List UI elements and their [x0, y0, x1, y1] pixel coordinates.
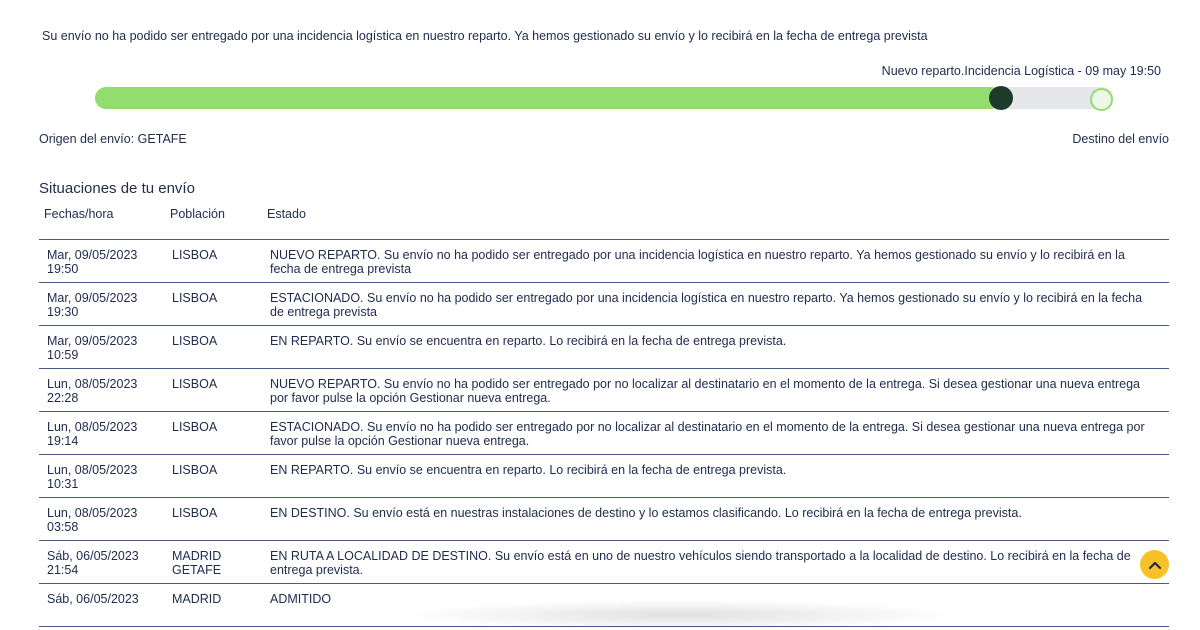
- row-date: Mar, 09/05/2023: [47, 248, 138, 262]
- current-step-dot: [989, 86, 1013, 110]
- row-time: 10:31: [47, 477, 79, 491]
- table-row: [39, 412, 1169, 455]
- row-time: 22:28: [47, 391, 79, 405]
- row-datetime: [47, 592, 167, 606]
- row-date: Mar, 09/05/2023: [47, 291, 138, 305]
- row-status: ESTACIONADO. Su envío no ha podido ser entregado por no localizar al destinatario en el momento de la entrega. Si desea gestionar una nueva entrega por favor pulse la opción Gestionar nueva entrega.: [270, 420, 1145, 448]
- table-row: [39, 455, 1169, 498]
- history-table: [39, 239, 1169, 627]
- current-status-label: Nuevo reparto.Incidencia Logística - 09 may 19:50: [881, 64, 1161, 78]
- row-place: [172, 592, 262, 606]
- row-time: 19:30: [47, 305, 79, 319]
- history-title: Situaciones de tu envío: [39, 180, 195, 197]
- row-date: Lun, 08/05/2023: [47, 463, 138, 477]
- chevron-up-icon: [1148, 560, 1162, 570]
- row-status: NUEVO REPARTO. Su envío no ha podido ser entregado por una incidencia logística en nuestro reparto. Ya hemos gestionado su envío y lo recibirá en la fecha de entrega prevista: [270, 248, 1125, 276]
- row-place: [172, 291, 262, 305]
- row-time: 21:54: [47, 563, 79, 577]
- row-datetime: [47, 549, 167, 577]
- row-place-line: LISBOA: [172, 506, 218, 520]
- shipment-message: Su envío no ha podido ser entregado por una incidencia logística en nuestro reparto. Ya hemos gestionado su envío y lo recibirá en la fecha de entrega prevista: [42, 29, 928, 43]
- row-status: EN DESTINO. Su envío está en nuestras instalaciones de destino y lo estamos clasificando. Lo recibirá en la fecha de entrega prevista.: [270, 506, 1022, 520]
- row-place-line: LISBOA: [172, 291, 218, 305]
- origin-label: Origen del envío: GETAFE: [39, 132, 187, 146]
- row-place: [172, 248, 262, 262]
- row-place: [172, 377, 262, 391]
- row-place: [172, 463, 262, 477]
- row-date: Sáb, 06/05/2023: [47, 592, 139, 606]
- row-date: Lun, 08/05/2023: [47, 506, 138, 520]
- row-place-line: GETAFE: [172, 563, 222, 577]
- row-datetime: [47, 420, 167, 448]
- row-datetime: [47, 291, 167, 319]
- table-row: [39, 541, 1169, 584]
- row-place: [172, 334, 262, 348]
- row-status: ADMITIDO: [270, 592, 332, 606]
- row-status: EN REPARTO. Su envío se encuentra en reparto. Lo recibirá en la fecha de entrega prevista.: [270, 334, 787, 348]
- table-row: [39, 283, 1169, 326]
- row-place-line: LISBOA: [172, 248, 218, 262]
- row-place-line: LISBOA: [172, 377, 218, 391]
- row-place-line: LISBOA: [172, 463, 218, 477]
- row-datetime: [47, 377, 167, 405]
- scroll-to-top-button[interactable]: [1140, 550, 1169, 579]
- column-header-status: Estado: [267, 207, 306, 221]
- destination-label: Destino del envío: [1072, 132, 1169, 146]
- bottom-shadow: [400, 600, 960, 630]
- row-status: NUEVO REPARTO. Su envío no ha podido ser entregado por no localizar al destinatario en el momento de la entrega. Si desea gestionar una nueva entrega por favor pulse la opción Gestionar nueva entrega.: [270, 377, 1140, 405]
- table-row: [39, 326, 1169, 369]
- row-status: EN RUTA A LOCALIDAD DE DESTINO. Su envío está en uno de nuestro vehículos siendo transportado a la localidad de destino. Lo recibirá en la fecha de entrega prevista.: [270, 549, 1131, 577]
- progress-fill: [95, 87, 1001, 109]
- row-time: 19:50: [47, 262, 79, 276]
- row-date: Sáb, 06/05/2023: [47, 549, 139, 563]
- row-time: 03:58: [47, 520, 79, 534]
- row-date: Mar, 09/05/2023: [47, 334, 138, 348]
- column-header-place: Población: [170, 207, 225, 221]
- row-place-line: MADRID: [172, 592, 222, 606]
- row-date: Lun, 08/05/2023: [47, 420, 138, 434]
- table-row: [39, 369, 1169, 412]
- row-datetime: [47, 463, 167, 491]
- row-datetime: [47, 248, 167, 276]
- row-datetime: [47, 506, 167, 534]
- destination-step-dot: [1090, 88, 1113, 111]
- row-place: [172, 549, 262, 577]
- row-place: [172, 506, 262, 520]
- row-place-line: LISBOA: [172, 334, 218, 348]
- row-status: EN REPARTO. Su envío se encuentra en reparto. Lo recibirá en la fecha de entrega prevista.: [270, 463, 787, 477]
- table-row: [39, 498, 1169, 541]
- table-row: [39, 240, 1169, 283]
- row-status: ESTACIONADO. Su envío no ha podido ser entregado por una incidencia logística en nuestro reparto. Ya hemos gestionado su envío y lo recibirá en la fecha de entrega prevista: [270, 291, 1143, 319]
- row-place-line: LISBOA: [172, 420, 218, 434]
- row-date: Lun, 08/05/2023: [47, 377, 138, 391]
- column-header-date: Fechas/hora: [44, 207, 114, 221]
- progress-track: [95, 87, 1113, 109]
- row-place-line: MADRID: [172, 549, 222, 563]
- row-time: 10:59: [47, 348, 79, 362]
- row-datetime: [47, 334, 167, 362]
- row-time: 19:14: [47, 434, 79, 448]
- row-place: [172, 420, 262, 434]
